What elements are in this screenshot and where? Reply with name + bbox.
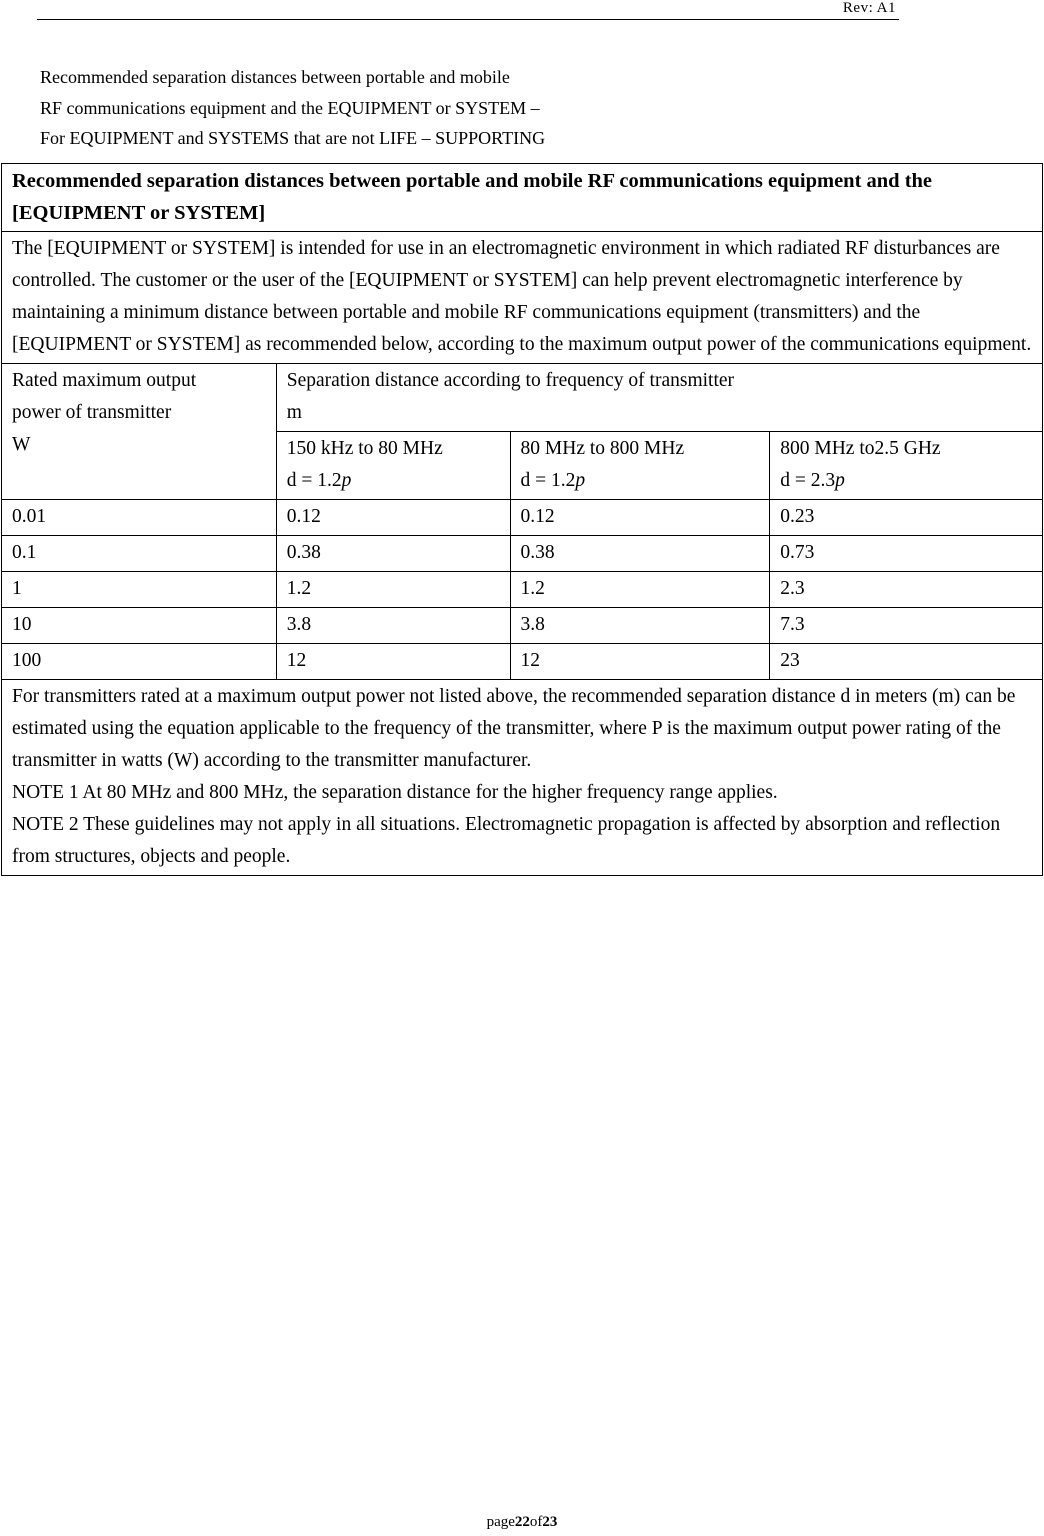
intro-heading [40, 62, 545, 154]
distance-cell: 0.73 [770, 536, 1043, 572]
formula-variable: p [575, 470, 586, 491]
distance-cell: 3.8 [276, 608, 510, 644]
note-1: NOTE 1 At 80 MHz and 800 MHz, the separation distance for the higher frequency range applies. [12, 782, 778, 803]
power-cell: 1 [2, 572, 277, 608]
separation-header-unit: m [286, 402, 302, 423]
distance-cell: 0.38 [276, 536, 510, 572]
formula-variable: p [835, 470, 845, 491]
page-prefix: page [486, 1514, 515, 1530]
note-2: NOTE 2 These guidelines may not apply in all situations. Electromagnetic propagation is affected by absorption and reflection from structures, objects and people. [12, 814, 1001, 867]
separation-header-line-1: Separation distance according to frequency of transmitter [286, 370, 735, 391]
intro-line-2: RF communications equipment and the EQUIPMENT or SYSTEM – [40, 97, 540, 118]
table-row [2, 608, 1043, 644]
power-column-header [2, 364, 277, 500]
table-description: The [EQUIPMENT or SYSTEM] is intended for use in an electromagnetic environment in which radiated RF disturbances are controlled. The customer or the user of the [EQUIPMENT or SYSTEM] can help prevent electromagnetic interference by maintaining a minimum distance between portable and mobile RF communications equipment (transmitters) and the [EQUIPMENT or SYSTEM] as recommended below, according to the maximum output power of the communications equipment. [2, 232, 1043, 364]
power-header-unit: W [12, 434, 31, 455]
table-title-line-2: [EQUIPMENT or SYSTEM] [12, 202, 266, 224]
table-row [2, 500, 1043, 536]
distance-cell: 0.38 [510, 536, 770, 572]
band-formula [287, 465, 500, 497]
total-pages: 23 [542, 1514, 558, 1530]
formula-variable: p [341, 470, 352, 491]
distance-cell: 3.8 [510, 608, 770, 644]
description-row [2, 232, 1043, 364]
distance-cell: 0.12 [510, 500, 770, 536]
band-range: 800 MHz to2.5 GHz [780, 438, 941, 459]
page-of: of [529, 1514, 543, 1530]
distance-cell: 0.23 [770, 500, 1043, 536]
formula-prefix: d = 1.2 [286, 470, 342, 491]
power-cell: 100 [2, 644, 277, 680]
header-rule [37, 19, 899, 20]
band-range: 80 MHz to 800 MHz [520, 438, 685, 459]
distance-cell: 23 [770, 644, 1043, 680]
band-formula [521, 465, 760, 497]
page-number [0, 1514, 1044, 1531]
table-row [2, 644, 1043, 680]
band-header-2 [510, 432, 770, 500]
distance-cell: 0.12 [276, 500, 510, 536]
distance-cell: 12 [510, 644, 770, 680]
table-title-row [2, 164, 1043, 232]
separation-column-header [276, 364, 1042, 432]
header-row-1 [2, 364, 1043, 432]
formula-prefix: d = 1.2 [520, 470, 576, 491]
power-header-line-1: Rated maximum output [12, 370, 197, 391]
table-row [2, 572, 1043, 608]
band-header-3 [770, 432, 1043, 500]
distance-cell: 7.3 [770, 608, 1043, 644]
formula-prefix: d = 2.3 [780, 470, 836, 491]
revision-label: Rev: A1 [842, 0, 896, 16]
band-formula [780, 465, 1032, 497]
table-title [2, 164, 1043, 232]
intro-line-1: Recommended separation distances between portable and mobile [40, 67, 510, 87]
distance-cell: 12 [276, 644, 510, 680]
separation-distance-table [1, 163, 1043, 876]
current-page: 22 [514, 1514, 530, 1530]
band-header-1 [276, 432, 510, 500]
power-cell: 0.01 [2, 500, 277, 536]
table-title-line-1: Recommended separation distances between portable and mobile RF communications equipment and the [12, 170, 933, 192]
notes-row [2, 680, 1043, 876]
notes-paragraph: For transmitters rated at a maximum output power not listed above, the recommended separation distance d in meters (m) can be estimated using the equation applicable to the frequency of the transmitter, where P is the maximum output power rating of the transmitter in watts (W) according to the transmitter manufacturer. [12, 686, 1016, 771]
power-cell: 0.1 [2, 536, 277, 572]
distance-cell: 1.2 [510, 572, 770, 608]
table-notes [2, 680, 1043, 876]
power-cell: 10 [2, 608, 277, 644]
band-range: 150 kHz to 80 MHz [286, 438, 443, 459]
power-header-line-2: power of transmitter [12, 402, 172, 423]
table-row [2, 536, 1043, 572]
distance-cell: 2.3 [770, 572, 1043, 608]
intro-line-3: For EQUIPMENT and SYSTEMS that are not LIFE – SUPPORTING [40, 128, 546, 148]
distance-cell: 1.2 [276, 572, 510, 608]
